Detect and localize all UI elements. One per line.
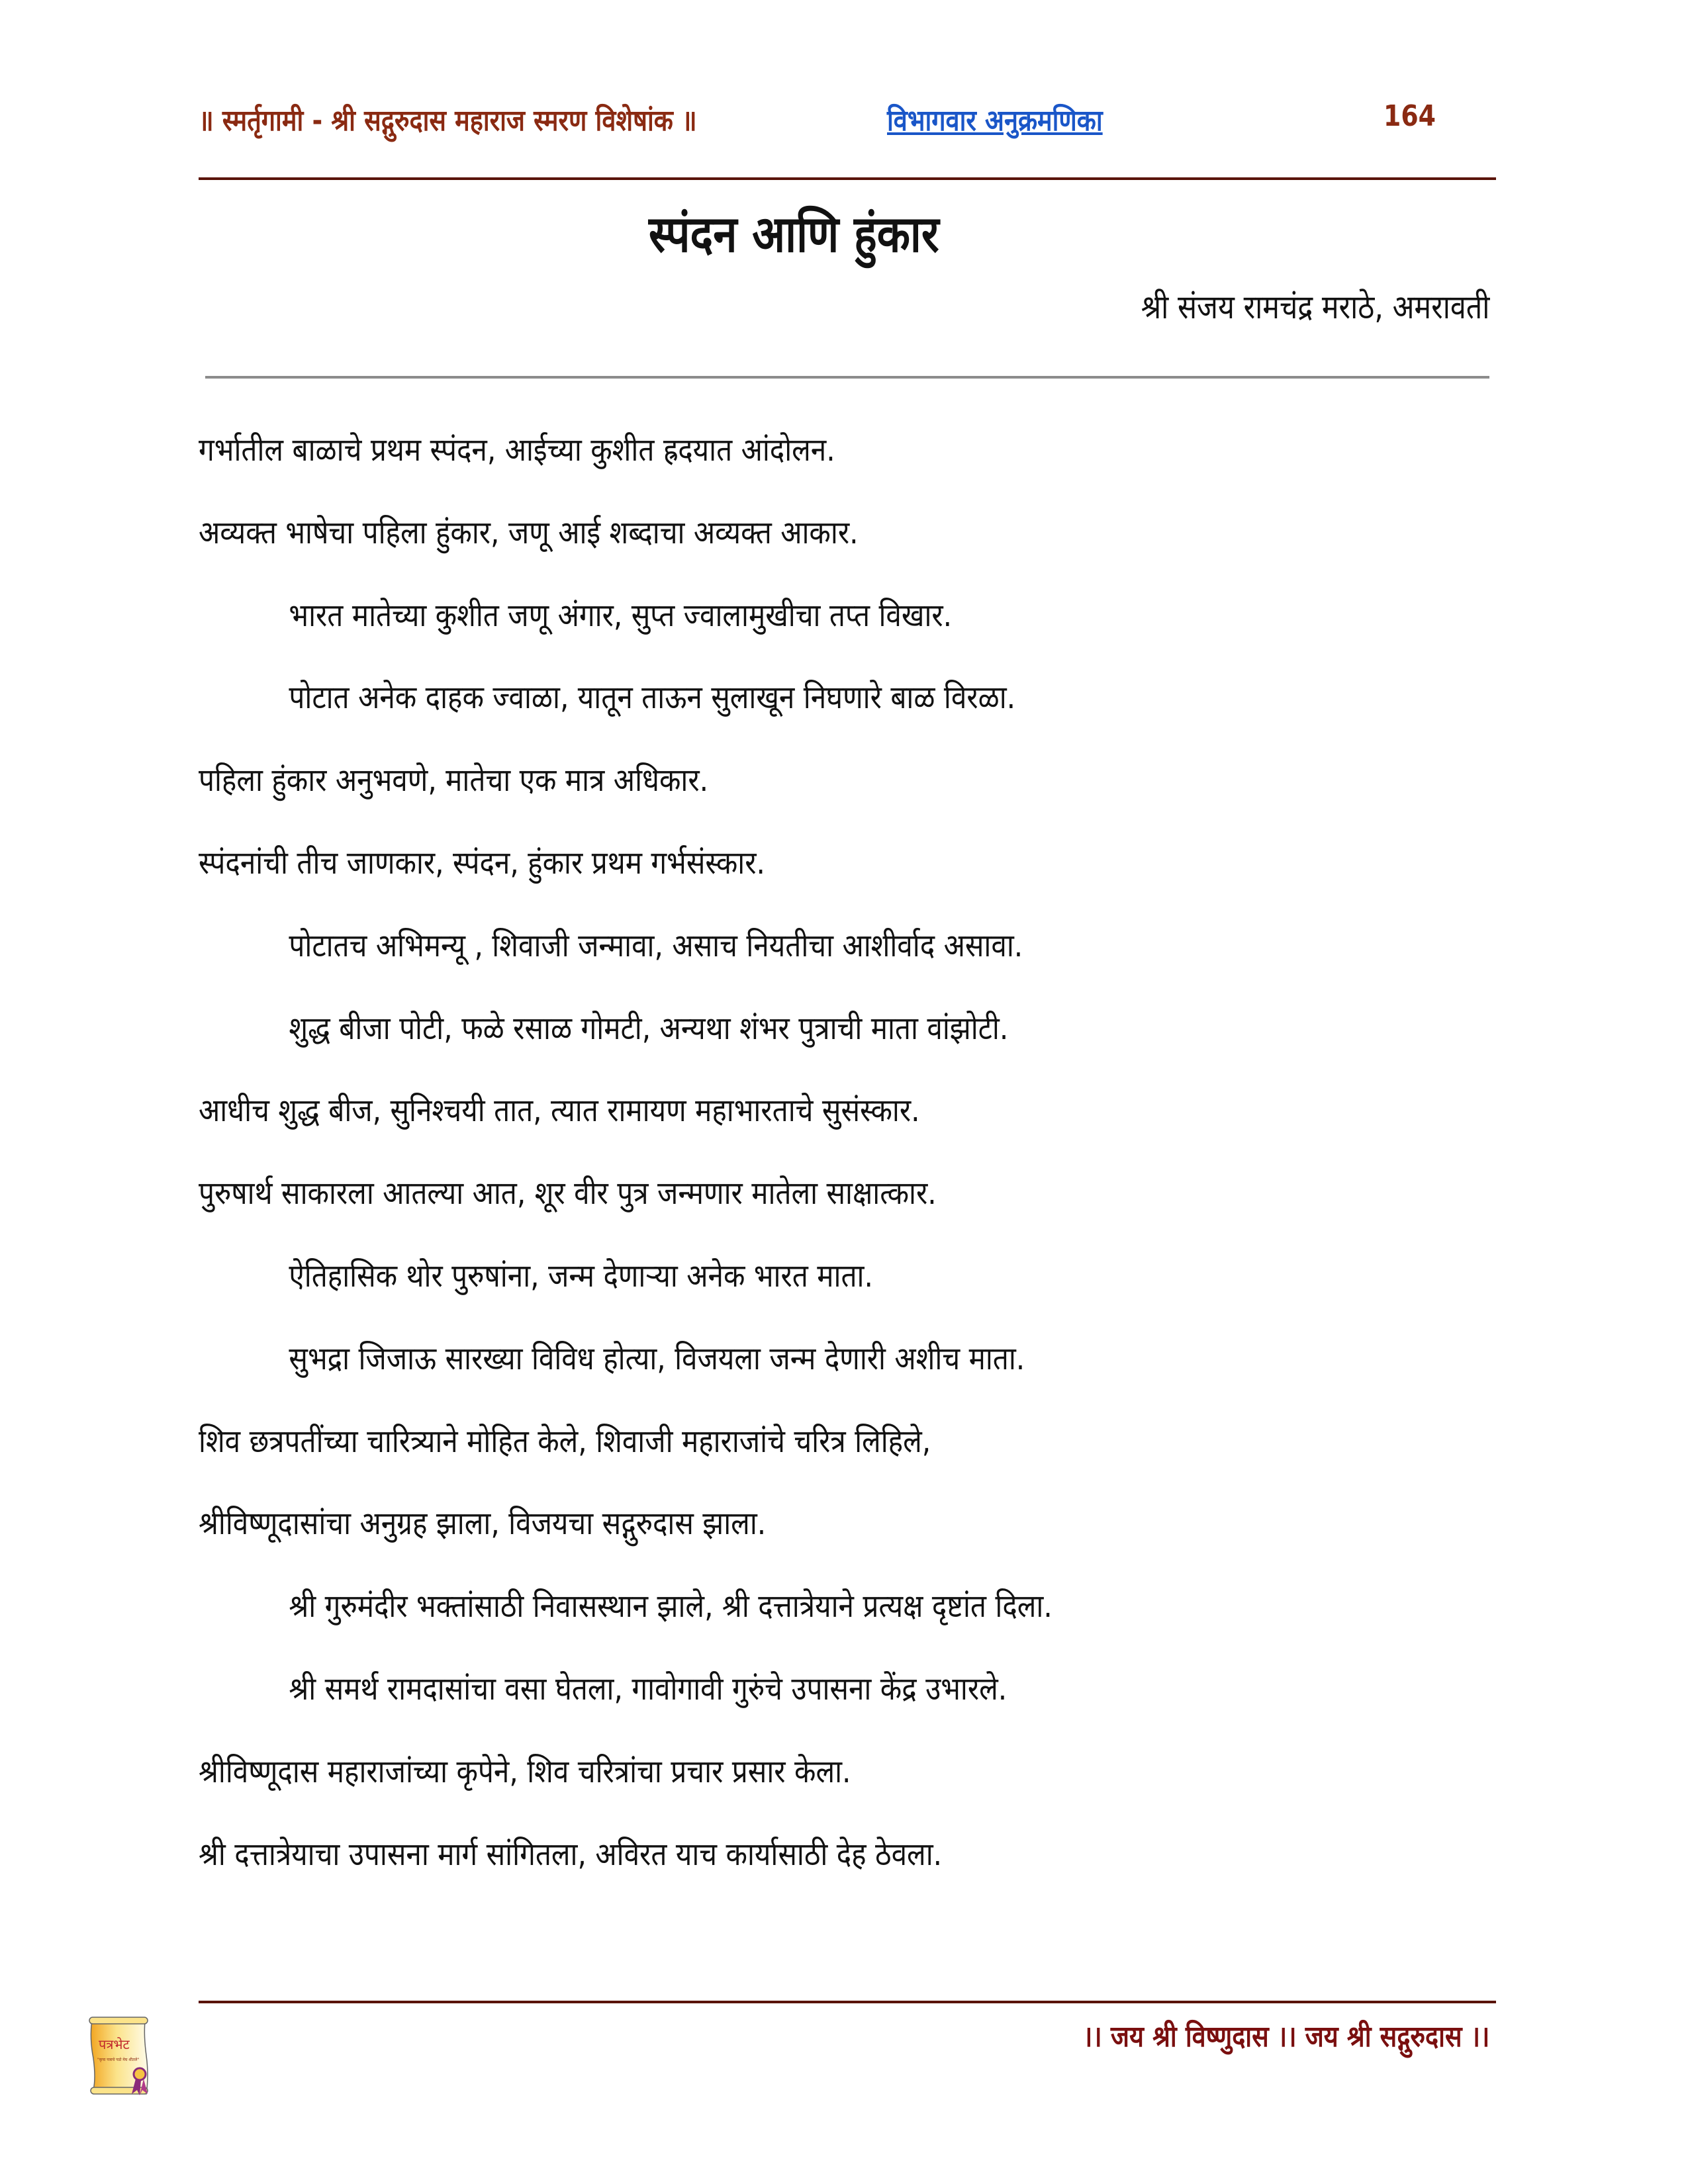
scroll-ribbon-icon xyxy=(83,2012,162,2098)
article-title: स्पंदन आणि हुंकार xyxy=(649,205,939,263)
poem-line: शिव छत्रपतींच्या चारित्र्याने मोहित केले, शिवाजी महाराजांचे चरित्र लिहिले, xyxy=(199,1422,931,1460)
poem-body xyxy=(199,424,1496,1910)
poem-line: भारत मातेच्या कुशीत जणू अंगार, सुप्त ज्वालामुखीचा तप्त विखार. xyxy=(289,596,953,634)
poem-line: श्री गुरुमंदीर भक्तांसाठी निवासस्थान झाले, श्री दत्तात्रेयाने प्रत्यक्ष दृष्टांत दिला. xyxy=(289,1588,1053,1625)
poem-line: श्रीविष्णूदास महाराजांच्या कृपेने, शिव चरित्रांचा प्रचार प्रसार केला. xyxy=(199,1752,851,1790)
poem-line: स्पंदनांची तीच जाणकार, स्पंदन, हुंकार प्रथम गर्भसंस्कार. xyxy=(199,844,765,882)
page-header xyxy=(199,99,1496,152)
poem-line: आधीच शुद्ध बीज, सुनिश्चयी तात, त्यात रामायण महाभारताचे सुसंस्कार. xyxy=(199,1092,920,1130)
svg-text:पत्रभेट: पत्रभेट xyxy=(99,2036,130,2052)
poem-line: अव्यक्त भाषेचा पहिला हुंकार, जणू आई शब्दाचा अव्यक्त आकार. xyxy=(199,514,859,551)
article-author: श्री संजय रामचंद्र मराठे, अमरावती xyxy=(1141,288,1489,326)
publication-title: ॥ स्मर्तृगामी - श्री सद्गुरुदास महाराज स्मरण विशेषांक ॥ xyxy=(199,104,697,138)
poem-line: श्रीविष्णूदासांचा अनुग्रह झाला, विजयचा सद्गुरुदास झाला. xyxy=(199,1505,767,1543)
poem-line: पोटात अनेक दाहक ज्वाळा, यातून ताऊन सुलाखून निघणारे बाळ विरळा. xyxy=(289,679,1016,717)
poem-line: पुरुषार्थ साकारला आतल्या आत, शूर वीर पुत्र जन्मणार मातेला साक्षात्कार. xyxy=(199,1175,937,1212)
section-index-link[interactable]: विभागवार अनुक्रमणिका xyxy=(887,104,1103,138)
poem-line: सुभद्रा जिजाऊ सारख्या विविध होत्या, विजयला जन्म देणारी अशीच माता. xyxy=(289,1340,1025,1377)
poem-line: पहिला हुंकार अनुभवणे, मातेचा एक मात्र अधिकार. xyxy=(199,762,709,799)
poem-line: गर्भातील बाळाचे प्रथम स्पंदन, आईच्या कुशीत ह्रदयात आंदोलन. xyxy=(199,432,835,469)
footer-salutation: ।। जय श्री विष्णुदास ।। जय श्री सद्गुरुदास ।। xyxy=(1082,2020,1489,2054)
footer-divider xyxy=(199,2001,1496,2003)
poem-line: पोटातच अभिमन्यू , शिवाजी जन्मावा, असाच नियतीचा आशीर्वाद असावा. xyxy=(289,927,1023,964)
title-divider xyxy=(205,376,1489,379)
patrabhet-logo xyxy=(83,2012,162,2098)
poem-line: शुद्ध बीजा पोटी, फळे रसाळ गोमटी, अन्यथा शंभर पुत्राची माता वांझोटी. xyxy=(289,1009,1009,1047)
page-number: 164 xyxy=(1383,99,1436,133)
svg-text:"कृपा पत्राचे पडो मेघ शीतले": "कृपा पत्राचे पडो मेघ शीतले" xyxy=(97,2058,140,2062)
poem-line: श्री दत्तात्रेयाचा उपासना मार्ग सांगितला, अविरत याच कार्यासाठी देह ठेवला. xyxy=(199,1835,943,1873)
poem-line: ऐतिहासिक थोर पुरुषांना, जन्म देणाऱ्या अनेक भारत माता. xyxy=(289,1257,873,1295)
header-divider xyxy=(199,177,1496,180)
poem-line: श्री समर्थ रामदासांचा वसा घेतला, गावोगावी गुरुंचे उपासना केंद्र उभारले. xyxy=(289,1670,1008,1707)
